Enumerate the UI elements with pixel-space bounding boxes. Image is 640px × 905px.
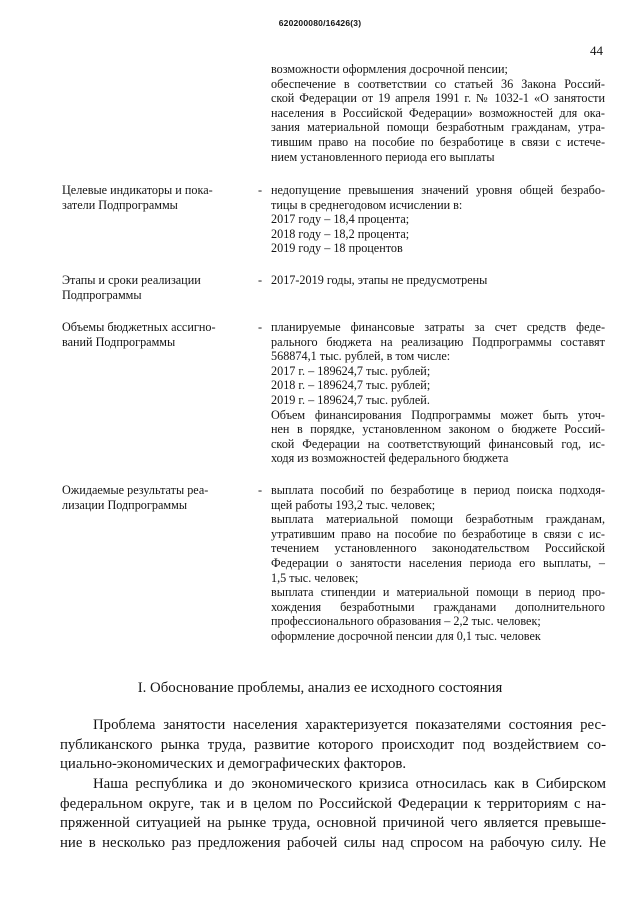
text-line: тившим право на пособие по безработице в связи с истече- — [271, 134, 605, 149]
value-line: 2017 г. – 189624,7 тыс. рублей; — [271, 363, 431, 378]
value-line: щей работы 193,2 тыс. человек; — [271, 497, 436, 512]
paragraph-line: ние в несколько раз предложения рабочей силы над спросом на рабочую силу. Не — [60, 834, 606, 851]
row-dash: - — [258, 273, 263, 287]
value-line: тицы в среднегодовом исчислении в: — [271, 197, 463, 212]
paragraph — [60, 716, 606, 775]
text-line: ской Федерации от 19 апреля 1991 г. № 1032-1 «О занятости — [271, 91, 605, 106]
row-value-indicators — [271, 183, 605, 256]
paragraph-line: публиканского рынка труда, развитие которого происходит под воздействием со- — [60, 736, 606, 753]
text-line: зания материальной помощи безработным гражданам, утра- — [271, 120, 605, 135]
paragraph — [60, 775, 606, 853]
continuation-text — [271, 62, 605, 164]
label-line: лизации Подпрограммы — [62, 497, 188, 512]
value-line: 2019 году – 18 процентов — [271, 241, 403, 256]
row-value-stages — [271, 273, 605, 288]
paragraph-line: Проблема занятости населения характеризуется показателями состояния рес- — [93, 717, 606, 733]
value-line: 2019 г. – 189624,7 тыс. рублей. — [271, 392, 430, 407]
value-line: ходя из возможностей федерального бюджета — [271, 451, 509, 466]
value-line: оформление досрочной пенсии для 0,1 тыс. человек — [271, 628, 541, 643]
section-title: I. Обоснование проблемы, анализ ее исходного состояния — [137, 680, 503, 696]
value-line: 2018 г. – 189624,7 тыс. рублей; — [271, 378, 431, 393]
value-line: ской Федерации на соответствующий финансовый год, ис- — [271, 436, 605, 451]
text-line: населения в Российской Федерации» возможностей для ока- — [271, 105, 605, 120]
paragraph-line: циально-экономических и демографических факторов. — [60, 756, 407, 772]
value-line: 2018 году – 18,2 процента; — [271, 226, 410, 241]
row-dash: - — [258, 483, 263, 497]
value-line: Федерации о занятости населения периода его выплаты, – — [271, 555, 605, 570]
row-label-stages — [62, 273, 232, 302]
row-label-results — [62, 483, 232, 512]
label-line: ваний Подпрограммы — [62, 334, 176, 349]
paragraph-line: Наша республика и до экономического кризиса относилась как в Сибирском — [93, 776, 606, 792]
row-label-budget — [62, 320, 232, 349]
page-number: 44 — [590, 43, 603, 58]
paragraph-line: федеральном округе, так и в целом по Российской Федерации к территориям с на- — [60, 795, 606, 812]
value-line: рального бюджета на реализацию Подпрограммы составят — [271, 334, 605, 349]
row-value-budget — [271, 320, 605, 466]
label-line: Подпрограммы — [62, 287, 142, 302]
label-line: Этапы и сроки реализации — [62, 273, 201, 287]
paragraph-line: пряженной ситуацией на рынке труда, основной причиной чего является превыше- — [60, 815, 606, 831]
text-line: нием установленного периода его выплаты — [271, 149, 495, 164]
value-line: недопущение превышения значений уровня общей безрабо- — [271, 183, 605, 197]
value-line: 1,5 тыс. человек; — [271, 570, 359, 585]
row-label-indicators — [62, 183, 232, 212]
label-line: Ожидаемые результаты реа- — [62, 483, 209, 497]
value-line: выплата стипендии и материальной помощи в период про- — [271, 585, 605, 600]
document-code: 620200080/16426(3) — [278, 18, 362, 28]
label-line: затели Подпрограммы — [62, 197, 178, 212]
value-line: течением установленного законодательством Российской — [271, 541, 605, 556]
value-line: планируемые финансовые затраты за счет средств феде- — [271, 320, 605, 334]
row-dash: - — [258, 183, 263, 197]
row-dash: - — [258, 320, 263, 334]
value-line: профессионального образования – 2,2 тыс. человек; — [271, 614, 541, 629]
text-line: возможности оформления досрочной пенсии; — [271, 62, 508, 76]
label-line: Объемы бюджетных ассигно- — [62, 320, 216, 334]
value-line: 568874,1 тыс. рублей, в том числе: — [271, 349, 451, 364]
value-line: выплата пособий по безработице в период поиска подходя- — [271, 483, 605, 497]
value-line: нен в порядке, установленном законом о бюджете Россий- — [271, 422, 605, 437]
value-line: выплата материальной помощи безработным гражданам, — [271, 512, 605, 527]
row-value-results — [271, 483, 605, 644]
text-line: обеспечение в соответствии со статьей 36 Закона Россий- — [271, 76, 605, 91]
value-line: хождения безработными гражданами дополнительного — [271, 599, 605, 614]
value-line: Объем финансирования Подпрограммы может быть уточ- — [271, 407, 605, 422]
value-line: 2017 году – 18,4 процента; — [271, 212, 410, 227]
value-line: утратившим право на пособие по безработице в связи с ис- — [271, 526, 605, 541]
value-line: 2017-2019 годы, этапы не предусмотрены — [271, 273, 488, 287]
label-line: Целевые индикаторы и пока- — [62, 183, 213, 197]
